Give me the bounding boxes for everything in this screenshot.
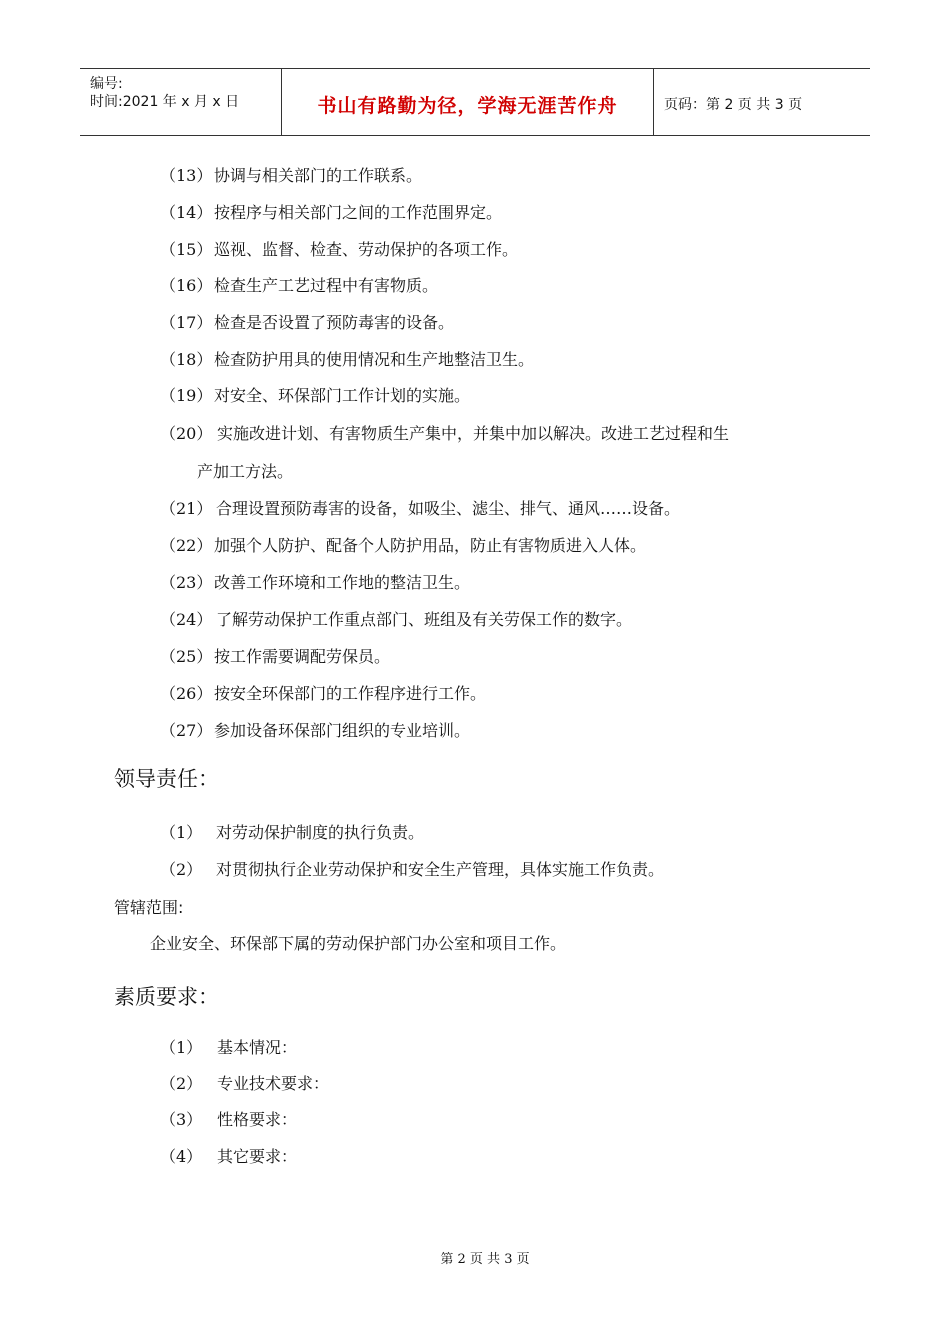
scope-text: 企业安全、环保部下属的劳动保护部门办公室和项目工作。 [150,934,567,953]
list-item-number: （3） [160,1110,203,1129]
list-item-text: 巡视、监督、检查、劳动保护的各项工作。 [214,240,519,259]
list-item-text: 了解劳动保护工作重点部门、班组及有关劳保工作的数字。 [216,610,633,629]
header-info-cell [80,69,282,135]
list-item-number: （18） [160,350,213,369]
list-item-text: 检查生产工艺过程中有害物质。 [214,276,439,295]
list-item-text: 对劳动保护制度的执行负责。 [216,823,425,842]
list-item-text: 参加设备环保部门组织的专业培训。 [214,721,471,740]
time-label: 时间: [90,94,123,110]
list-item-text: 其它要求： [217,1147,298,1166]
list-item-number: （17） [160,313,213,332]
list-item-text: 检查防护用具的使用情况和生产地整洁卫生。 [214,350,535,369]
page-header [80,68,870,136]
list-item-text: 加强个人防护、配备个人防护用品，防止有害物质进入人体。 [214,536,647,555]
list-item-text: 按安全环保部门的工作程序进行工作。 [214,684,487,703]
leadership-heading: 领导责任： [114,767,219,791]
list-item-text: 专业技术要求： [217,1074,330,1093]
list-item-text: 合理设置预防毒害的设备，如吸尘、滤尘、排气、通风……设备。 [216,499,681,518]
quality-heading: 素质要求： [114,985,219,1009]
list-item-text: 性格要求： [217,1110,298,1129]
header-motto-cell [282,69,654,135]
list-item-text: 改善工作环境和工作地的整洁卫生。 [214,573,471,592]
list-item-text: 协调与相关部门的工作联系。 [214,166,423,185]
list-item-number: （1） [160,1038,203,1057]
header-page-cell [654,69,870,135]
list-item-text: 按工作需要调配劳保员。 [214,647,391,666]
list-item-text: 实施改进计划、有害物质生产集中，并集中加以解决。改进工艺过程和生 [217,424,730,443]
list-item-number: （20） [160,424,213,443]
list-item-number: （26） [160,684,213,703]
list-item-number: （2） [160,860,203,879]
header-page-number: 页码：第 2 页 共 3 页 [664,97,803,113]
list-item-text: 对安全、环保部门工作计划的实施。 [214,386,471,405]
document-date: 2021 年 x 月 x 日 [122,94,240,110]
list-item-number: （21） [160,499,213,518]
list-item-number: （25） [160,647,213,666]
list-item-text: 对贯彻执行企业劳动保护和安全生产管理，具体实施工作负责。 [216,860,665,879]
document-code-label: 编号: [90,76,123,92]
list-item-number: （1） [160,823,203,842]
list-item-number: （27） [160,721,213,740]
list-item-number: （19） [160,386,213,405]
list-item-number: （14） [160,203,213,222]
list-item-number: （16） [160,276,213,295]
list-item-number: （23） [160,573,213,592]
list-item-number: （4） [160,1147,203,1166]
list-item-number: （2） [160,1074,203,1093]
list-item-number: （22） [160,536,213,555]
page-footer: 第 2 页 共 3 页 [440,1252,530,1267]
motto: 书山有路勤为径，学海无涯苦作舟 [317,95,618,117]
scope-label: 管辖范围: [114,898,184,917]
list-item-number: （24） [160,610,213,629]
document-time [90,91,239,111]
list-item-text-continuation: 产加工方法。 [197,462,294,481]
list-item-number: （15） [160,240,213,259]
list-item-number: （13） [160,166,213,185]
list-item-text: 基本情况： [217,1038,298,1057]
list-item-text: 按程序与相关部门之间的工作范围界定。 [214,203,503,222]
list-item-text: 检查是否设置了预防毒害的设备。 [214,313,455,332]
